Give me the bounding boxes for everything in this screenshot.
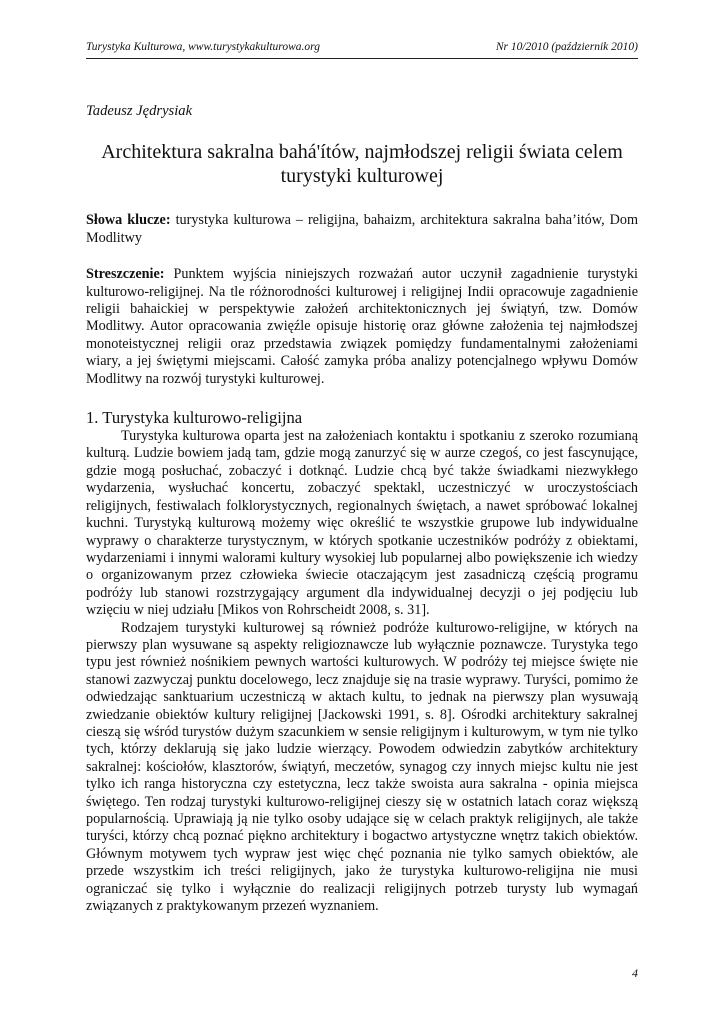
keywords-text: turystyka kulturowa – religijna, bahaizm, architektura sakralna baha’itów, Dom Modlitwy (86, 212, 638, 246)
abstract-text: Punktem wyjścia niniejszych rozważań autor uczynił zagadnienie turystyki kulturowo-religijnej. Na tle różnorodności kulturowej i religijnej Indii opracowuje zagadnienie religii bahaickiej w perspektywie założeń architektonicznych jej świątyń, tzw. Domów Modlitwy. Autor opracowania zwięźle opisuje historię oraz główne założenia tej najmłodszej monoteistycznej religii oraz przedstawia związek pomiędzy fundamentalnymi założeniami wiary, a jej świętymi miejscami. Całość zamyka próba analizy potencjalnego wpływu Domów Modlitwy na rozwój turystyki kulturowej. (86, 266, 638, 387)
journal-name: Turystyka Kulturowa, www.turystykakulturowa.org (86, 41, 320, 53)
body-paragraph: Rodzajem turystyki kulturowej są również podróże kulturowo-religijne, w których na pierwszy plan wysuwane są aspekty religioznawcze lub wyłącznie poznawcze. Turystyka tego typu jest również nośnikiem pewnych wartości kulturowych. W podróży tej miejsce święte nie stanowi zazwyczaj punktu docelowego, lecz znajduje się na trasie wyprawy. Turyści, pomimo że odwiedzając sanktuarium uczestniczą w aktach kultu, to jednak na pierwszy plan wysuwają zwiedzanie obiektów kultury religijnej [Jackowski 1991, s. 8]. Ośrodki architektury sakralnej cieszą się wśród turystów dużym szacunkiem w sensie religijnym i kulturowym, w tym nie tylko tych, którzy deklarują się jako ludzie wierzący. Powodem odwiedzin zabytków architektury sakralnej: kościołów, klasztorów, świątyń, meczetów, synagog czy innych miejsc kultu nie jest tylko ich ranga historyczna czy estetyczna, lecz także swoista aura sakralna - opinia miejsca świętego. Ten rodzaj turystyki kulturowo-religijnej cieszy się w ostatnich latach coraz większą popularnością. Uprawiają ją nie tylko osoby udające się w celach praktyk religijnych, ale także turyści, którzy chcą poznać piękno architektury i bogactwo artystyczne wnętrz takich obiektów. Głównym motywem tych wypraw jest więc chęć poznania nie tylko samych obiektów, ale przede wszystkim ich treści religijnych, jako że turystyka kulturowo-religijna nie musi ograniczać się tylko i wyłącznie do realizacji religijnych potrzeb turysty lub wymagań związanych z praktykowanym przezeń wyznaniem. (86, 619, 638, 915)
keywords-label: Słowa klucze: (86, 212, 171, 229)
issue-info: Nr 10/2010 (październik 2010) (495, 41, 638, 53)
page-number: 4 (632, 966, 638, 980)
abstract (86, 266, 638, 388)
section-heading: 1. Turystyka kulturowo-religijna (86, 408, 303, 428)
keywords (86, 212, 638, 247)
body-paragraph: Turystyka kulturowa oparta jest na założeniach kontaktu i spotkaniu z szeroko rozumianą kulturą. Ludzie bowiem jadą tam, gdzie mogą zanurzyć się w aurze czegoś, co jest fascynujące, gdzie mogą posłuchać, zobaczyć i dotknąć. Ludzie chcą być także świadkami niezwykłego wydarzenia, wysłuchać koncertu, zobaczyć spektakl, uczestniczyć w uroczystościach religijnych, festiwalach folklorystycznych, regionalnych świętach, a nawet spróbować lokalnej kuchni. Turystyką kulturową możemy więc określić te wszystkie grupowe lub indywidualne wyprawy o charakterze turystycznym, w których spotkanie uczestników podróży z obiektami, wydarzeniami i innymi walorami kultury wysokiej lub popularnej albo powiększenie ich wiedzy o organizowanym przez człowieka świecie otaczającym jest zasadniczą częścią programu podróży lub stanowi rozstrzygający argument dla indywidualnej decyzji o jej podjęciu lub wzięciu w niej udziału [Mikos von Rohrscheidt 2008, s. 31]. (86, 428, 638, 619)
abstract-label: Streszczenie: (86, 266, 165, 283)
article-body (86, 103, 638, 915)
article-title: Architektura sakralna bahá'ítów, najmłodszej religii świata celem turystyki kulturowej (101, 141, 623, 188)
running-header (86, 40, 638, 59)
author-name: Tadeusz Jędrysiak (86, 103, 193, 119)
